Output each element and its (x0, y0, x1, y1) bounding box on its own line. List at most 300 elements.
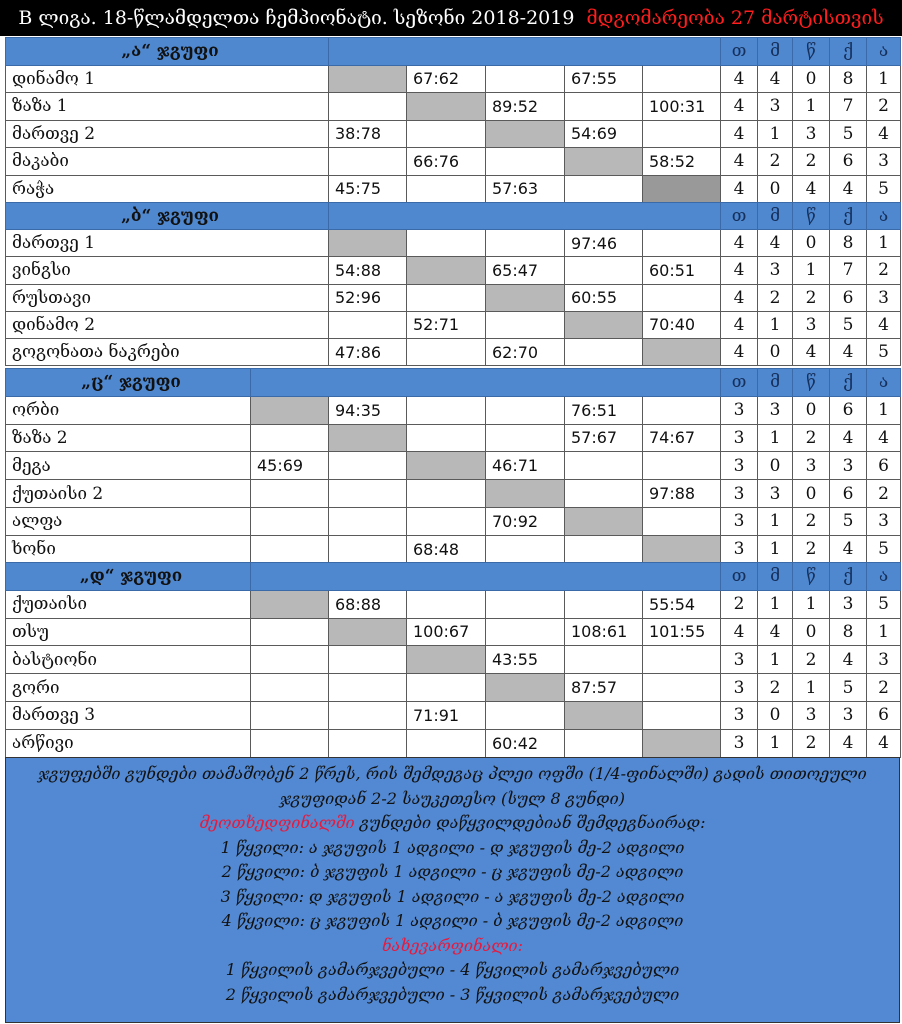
match-result (329, 535, 407, 563)
stat-points: 5 (830, 507, 867, 535)
match-result (643, 507, 721, 535)
self-match-cell (407, 452, 486, 480)
stat-points: 3 (830, 452, 867, 480)
self-match-cell (565, 701, 643, 729)
stat-wins: 3 (758, 257, 793, 284)
match-result (643, 120, 721, 148)
match-result: 87:57 (565, 674, 643, 702)
stat-losses: 3 (793, 311, 830, 338)
quarterfinal-pair: 2 წყვილი: ბ ჯგუფის 1 ადგილი - ც ჯგუფის მე-2 ადგილი (221, 862, 684, 881)
team-row (6, 701, 901, 729)
stat-header: თ (721, 369, 758, 397)
self-match-cell (329, 65, 407, 93)
match-result (565, 452, 643, 480)
quarterfinal-pair: 4 წყვილი: ც ჯგუფის 1 ადგილი - ბ ჯგუფის მე-2 ადგილი (221, 911, 684, 930)
team-name: რუსთავი (6, 284, 329, 311)
match-result: 60:51 (643, 257, 721, 284)
team-name: ქუთაისი 2 (6, 480, 251, 508)
stat-header: წ (793, 38, 830, 66)
self-match-cell (407, 93, 486, 121)
match-result: 47:86 (329, 338, 407, 365)
match-result (251, 646, 329, 674)
team-row (6, 65, 901, 93)
stat-place: 3 (867, 507, 901, 535)
team-name: დინამო 2 (6, 311, 329, 338)
stat-points: 6 (830, 284, 867, 311)
stat-games: 4 (721, 311, 758, 338)
match-result: 108:61 (565, 618, 643, 646)
stat-games: 4 (721, 257, 758, 284)
stat-points: 4 (830, 729, 867, 757)
team-name: ბასტიონი (6, 646, 251, 674)
stat-games: 4 (721, 120, 758, 148)
stat-losses: 2 (793, 646, 830, 674)
team-row (6, 618, 901, 646)
match-result: 45:75 (329, 175, 407, 203)
team-row (6, 120, 901, 148)
team-row (6, 729, 901, 757)
match-result (643, 65, 721, 93)
match-result: 52:96 (329, 284, 407, 311)
stat-place: 1 (867, 65, 901, 93)
stat-wins: 2 (758, 674, 793, 702)
stat-games: 4 (721, 65, 758, 93)
stat-header: თ (721, 203, 758, 230)
stat-place: 1 (867, 618, 901, 646)
team-name: მართვე 1 (6, 230, 329, 257)
stat-points: 6 (830, 480, 867, 508)
stat-losses: 0 (793, 396, 830, 424)
match-result (329, 93, 407, 121)
stat-header: თ (721, 38, 758, 66)
match-result (407, 338, 486, 365)
match-result (329, 452, 407, 480)
match-result (643, 674, 721, 702)
team-name: არწივი (6, 729, 251, 757)
match-result (329, 674, 407, 702)
match-result (565, 480, 643, 508)
match-result (565, 175, 643, 203)
match-result (565, 93, 643, 121)
match-result: 54:88 (329, 257, 407, 284)
stat-place: 5 (867, 175, 901, 203)
stat-points: 8 (830, 230, 867, 257)
group-table (5, 37, 901, 203)
team-row (6, 535, 901, 563)
stat-wins: 4 (758, 230, 793, 257)
match-result: 70:40 (643, 311, 721, 338)
stat-wins: 0 (758, 175, 793, 203)
team-row (6, 148, 901, 176)
team-row (6, 480, 901, 508)
self-match-cell (329, 424, 407, 452)
stat-games: 3 (721, 701, 758, 729)
stat-place: 2 (867, 257, 901, 284)
semifinal-pair: 2 წყვილის გამარჯვებული - 3 წყვილის გამარჯვებული (225, 984, 680, 1004)
match-result (251, 424, 329, 452)
stat-losses: 0 (793, 230, 830, 257)
self-match-cell (643, 175, 721, 203)
stat-header: ქ (830, 203, 867, 230)
stat-points: 4 (830, 535, 867, 563)
team-row (6, 93, 901, 121)
stat-games: 3 (721, 424, 758, 452)
team-name: გოგონათა ნაკრები (6, 338, 329, 365)
stat-losses: 1 (793, 674, 830, 702)
stat-wins: 3 (758, 93, 793, 121)
team-row (6, 175, 901, 203)
stat-points: 4 (830, 646, 867, 674)
stat-losses: 3 (793, 120, 830, 148)
team-name: რაჭა (6, 175, 329, 203)
team-name: ორბი (6, 396, 251, 424)
semifinal-label: ნახევარფინალი: (381, 935, 524, 955)
stat-losses: 1 (793, 93, 830, 121)
stat-games: 4 (721, 148, 758, 176)
match-result: 60:55 (565, 284, 643, 311)
team-row (6, 452, 901, 480)
stat-points: 6 (830, 148, 867, 176)
self-match-cell (407, 646, 486, 674)
match-result: 38:78 (329, 120, 407, 148)
match-result (329, 311, 407, 338)
team-name: თსუ (6, 618, 251, 646)
stat-losses: 2 (793, 424, 830, 452)
match-result (643, 646, 721, 674)
group-name: „ბ“ ჯგუფი (6, 203, 329, 230)
stat-place: 5 (867, 338, 901, 365)
stat-header: ა (867, 38, 901, 66)
match-result (486, 618, 565, 646)
match-result (486, 535, 565, 563)
match-result: 57:67 (565, 424, 643, 452)
team-row (6, 646, 901, 674)
stat-games: 4 (721, 618, 758, 646)
group-name: „ც“ ჯგუფი (6, 369, 251, 397)
stat-losses: 2 (793, 535, 830, 563)
match-result: 97:88 (643, 480, 721, 508)
footer-rule-line-1: ჯგუფებში გუნდები თამაშობენ 2 წრეს, რის შემდეგაც პლეი ოფში (1/4-ფინალში) გადის თითოეული (38, 764, 867, 783)
self-match-cell (329, 230, 407, 257)
team-row (6, 257, 901, 284)
stat-header: წ (793, 369, 830, 397)
stat-points: 4 (830, 338, 867, 365)
stat-games: 3 (721, 729, 758, 757)
stat-place: 4 (867, 729, 901, 757)
self-match-cell (329, 618, 407, 646)
team-name: ზაზა 1 (6, 93, 329, 121)
stat-points: 3 (830, 701, 867, 729)
team-name: ქუთაისი (6, 590, 251, 618)
stat-points: 5 (830, 311, 867, 338)
match-result: 58:52 (643, 148, 721, 176)
title-bar (0, 0, 902, 36)
stat-wins: 3 (758, 480, 793, 508)
match-result (486, 396, 565, 424)
match-result (407, 480, 486, 508)
stat-place: 4 (867, 424, 901, 452)
match-result (565, 257, 643, 284)
match-result (565, 338, 643, 365)
stat-place: 4 (867, 311, 901, 338)
match-result (251, 701, 329, 729)
stat-wins: 0 (758, 338, 793, 365)
match-result (407, 175, 486, 203)
team-row (6, 424, 901, 452)
stat-header: თ (721, 563, 758, 591)
match-result: 68:88 (329, 590, 407, 618)
match-result (329, 507, 407, 535)
stat-points: 8 (830, 618, 867, 646)
stat-losses: 0 (793, 480, 830, 508)
match-result (407, 729, 486, 757)
match-result (643, 230, 721, 257)
team-row (6, 338, 901, 365)
match-result: 52:71 (407, 311, 486, 338)
match-result: 71:91 (407, 701, 486, 729)
match-result (643, 284, 721, 311)
match-result (329, 148, 407, 176)
match-result: 67:62 (407, 65, 486, 93)
match-result (407, 507, 486, 535)
stat-games: 2 (721, 590, 758, 618)
team-name: გორი (6, 674, 251, 702)
stat-wins: 2 (758, 284, 793, 311)
self-match-cell (486, 674, 565, 702)
match-result (486, 230, 565, 257)
stat-wins: 0 (758, 452, 793, 480)
stat-losses: 4 (793, 175, 830, 203)
stat-wins: 4 (758, 65, 793, 93)
match-result (329, 729, 407, 757)
stat-losses: 3 (793, 701, 830, 729)
match-result (565, 590, 643, 618)
stat-losses: 1 (793, 257, 830, 284)
stat-losses: 1 (793, 590, 830, 618)
title-status-date: მდგომარეობა 27 მარტისთვის (586, 7, 884, 29)
stat-games: 3 (721, 507, 758, 535)
match-result (565, 535, 643, 563)
stat-wins: 1 (758, 590, 793, 618)
match-result: 101:55 (643, 618, 721, 646)
group-header-spacer (329, 38, 721, 66)
match-result (407, 424, 486, 452)
stat-place: 3 (867, 148, 901, 176)
team-row (6, 284, 901, 311)
match-result (407, 284, 486, 311)
team-name: მართვე 3 (6, 701, 251, 729)
match-result (407, 120, 486, 148)
stat-games: 4 (721, 284, 758, 311)
stat-place: 3 (867, 646, 901, 674)
quarterfinal-label: მეოთხედფინალში (199, 813, 355, 832)
stat-place: 2 (867, 674, 901, 702)
team-name: მართვე 2 (6, 120, 329, 148)
match-result: 89:52 (486, 93, 565, 121)
stat-header: ა (867, 369, 901, 397)
self-match-cell (251, 396, 329, 424)
stat-points: 3 (830, 590, 867, 618)
stat-wins: 3 (758, 396, 793, 424)
match-result: 74:67 (643, 424, 721, 452)
stat-place: 5 (867, 590, 901, 618)
stat-place: 2 (867, 93, 901, 121)
match-result (565, 646, 643, 674)
match-result: 68:48 (407, 535, 486, 563)
team-name: ხონი (6, 535, 251, 563)
stat-header: წ (793, 203, 830, 230)
self-match-cell (643, 729, 721, 757)
stat-points: 4 (830, 175, 867, 203)
stat-games: 4 (721, 230, 758, 257)
self-match-cell (565, 507, 643, 535)
self-match-cell (565, 311, 643, 338)
match-result (565, 729, 643, 757)
stat-games: 4 (721, 338, 758, 365)
self-match-cell (486, 284, 565, 311)
stat-header: მ (758, 369, 793, 397)
quarterfinal-text: გუნდები დაწყვილდებიან შემდეგნაირად: (354, 813, 706, 832)
group-header-spacer (329, 203, 721, 230)
stat-wins: 1 (758, 507, 793, 535)
stat-wins: 1 (758, 729, 793, 757)
self-match-cell (643, 338, 721, 365)
stat-games: 3 (721, 646, 758, 674)
match-result (643, 452, 721, 480)
footer-quarterfinal-intro (6, 811, 899, 836)
stat-place: 6 (867, 452, 901, 480)
stat-points: 8 (830, 65, 867, 93)
match-result (251, 729, 329, 757)
team-name: მეგა (6, 452, 251, 480)
stat-place: 3 (867, 284, 901, 311)
match-result: 54:69 (565, 120, 643, 148)
stat-losses: 0 (793, 65, 830, 93)
team-name: მაკაბი (6, 148, 329, 176)
quarterfinal-pair: 1 წყვილი: ა ჯგუფის 1 ადგილი - დ ჯგუფის მე-2 ადგილი (220, 837, 685, 857)
group-table (5, 562, 901, 758)
stat-header: ქ (830, 563, 867, 591)
stat-place: 4 (867, 120, 901, 148)
match-result (407, 230, 486, 257)
team-row (6, 590, 901, 618)
stat-header: მ (758, 38, 793, 66)
match-result: 60:42 (486, 729, 565, 757)
stat-place: 5 (867, 535, 901, 563)
team-row (6, 230, 901, 257)
match-result (643, 396, 721, 424)
group-header-row (6, 203, 901, 230)
self-match-cell (565, 148, 643, 176)
stat-points: 5 (830, 674, 867, 702)
match-result (251, 674, 329, 702)
stat-games: 4 (721, 93, 758, 121)
match-result (486, 65, 565, 93)
match-result (251, 507, 329, 535)
stat-header: მ (758, 563, 793, 591)
stat-wins: 1 (758, 646, 793, 674)
title-main: B ლიგა. 18-წლამდელთა ჩემპიონატი. სეზონი 2018-2019 (18, 7, 575, 29)
stat-points: 7 (830, 93, 867, 121)
footer-rule-line-2: ჯგუფიდან 2-2 საუკეთესო (სულ 8 გუნდი) (280, 788, 625, 808)
stat-header: მ (758, 203, 793, 230)
stat-losses: 2 (793, 729, 830, 757)
group-table (5, 202, 901, 366)
match-result (407, 590, 486, 618)
semifinal-pair: 1 წყვილის გამარჯვებული - 4 წყვილის გამარჯვებული (225, 960, 680, 979)
group-table (5, 368, 901, 564)
stat-games: 3 (721, 396, 758, 424)
stat-wins: 2 (758, 148, 793, 176)
match-result: 43:55 (486, 646, 565, 674)
match-result: 70:92 (486, 507, 565, 535)
match-result: 94:35 (329, 396, 407, 424)
stat-header: ქ (830, 369, 867, 397)
self-match-cell (407, 257, 486, 284)
group-header-row (6, 38, 901, 66)
match-result (251, 535, 329, 563)
match-result (643, 701, 721, 729)
stat-wins: 1 (758, 424, 793, 452)
match-result (251, 480, 329, 508)
stat-games: 4 (721, 175, 758, 203)
group-header-spacer (251, 369, 721, 397)
match-result: 76:51 (565, 396, 643, 424)
match-result: 62:70 (486, 338, 565, 365)
self-match-cell (251, 590, 329, 618)
match-result (407, 396, 486, 424)
match-result: 97:46 (565, 230, 643, 257)
stat-points: 4 (830, 424, 867, 452)
match-result (486, 701, 565, 729)
group-header-row (6, 369, 901, 397)
stat-losses: 2 (793, 507, 830, 535)
self-match-cell (486, 120, 565, 148)
stat-place: 2 (867, 480, 901, 508)
match-result (486, 590, 565, 618)
team-row (6, 396, 901, 424)
stat-place: 6 (867, 701, 901, 729)
stat-games: 3 (721, 452, 758, 480)
match-result (251, 618, 329, 646)
stat-games: 3 (721, 674, 758, 702)
group-header-spacer (251, 563, 721, 591)
stat-wins: 1 (758, 535, 793, 563)
match-result: 45:69 (251, 452, 329, 480)
team-name: ალფა (6, 507, 251, 535)
stat-header: ა (867, 203, 901, 230)
stat-wins: 1 (758, 311, 793, 338)
stat-wins: 4 (758, 618, 793, 646)
stat-losses: 2 (793, 148, 830, 176)
stat-points: 6 (830, 396, 867, 424)
match-result: 57:63 (486, 175, 565, 203)
match-result (329, 701, 407, 729)
team-name: დინამო 1 (6, 65, 329, 93)
team-row (6, 311, 901, 338)
stat-header: წ (793, 563, 830, 591)
stat-points: 5 (830, 120, 867, 148)
match-result: 100:31 (643, 93, 721, 121)
stat-place: 1 (867, 230, 901, 257)
match-result (329, 480, 407, 508)
stat-wins: 0 (758, 701, 793, 729)
stat-points: 7 (830, 257, 867, 284)
match-result: 46:71 (486, 452, 565, 480)
match-result (329, 646, 407, 674)
match-result: 66:76 (407, 148, 486, 176)
self-match-cell (643, 535, 721, 563)
